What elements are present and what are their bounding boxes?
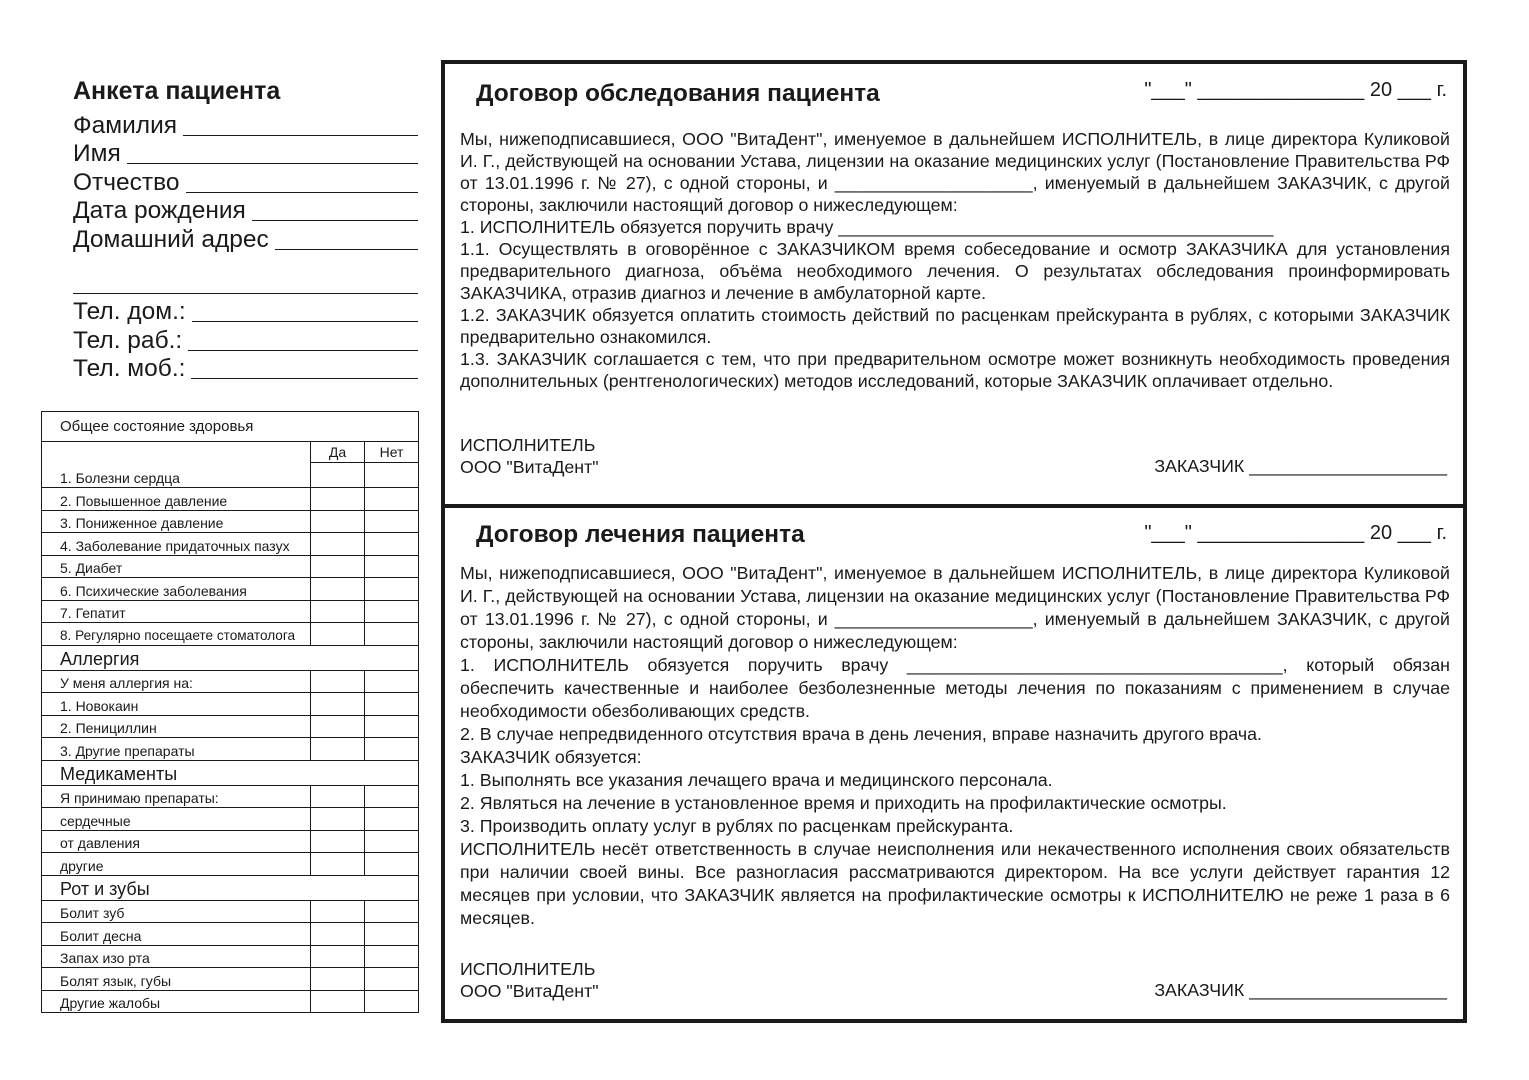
- patronymic-field[interactable]: [73, 168, 418, 197]
- no-checkbox[interactable]: [365, 738, 419, 761]
- contract-paragraph: 1. ИСПОЛНИТЕЛЬ обязуется поручить врачу ____________________________________________: [460, 217, 1274, 237]
- table-row: [42, 693, 419, 716]
- yes-checkbox[interactable]: [311, 738, 365, 761]
- no-checkbox[interactable]: [365, 830, 419, 853]
- surname-field[interactable]: [73, 111, 418, 140]
- questionnaire-title: Анкета пациента: [73, 77, 281, 105]
- patronymic-label: Отчество: [73, 168, 180, 196]
- contracts-frame: [441, 60, 1467, 1023]
- health-status-table: [41, 411, 419, 1013]
- table-row: [42, 830, 419, 853]
- medication-row-label: сердечные: [42, 808, 311, 831]
- surname-label: Фамилия: [73, 111, 178, 139]
- yes-checkbox[interactable]: [311, 968, 365, 991]
- customer-signature-field[interactable]: ЗАКАЗЧИК ____________________: [1154, 456, 1447, 476]
- name-label: Имя: [73, 140, 121, 167]
- contract-paragraph: 3. Производить оплату услуг в рублях по расценкам прейскуранта.: [460, 816, 1014, 836]
- no-checkbox[interactable]: [365, 808, 419, 831]
- yes-checkbox[interactable]: [311, 830, 365, 853]
- table-row: [42, 923, 419, 946]
- yes-checkbox[interactable]: [311, 555, 365, 578]
- contract-paragraph: 1. Выполнять все указания лечащего врача и медицинского персонала.: [460, 770, 1053, 790]
- allergy-intro-label: У меня аллергия на:: [42, 670, 311, 693]
- yes-checkbox[interactable]: [311, 990, 365, 1013]
- examination-contract-title: Договор обследования пациента: [476, 80, 880, 107]
- no-checkbox[interactable]: [365, 555, 419, 578]
- executor-label: ИСПОЛНИТЕЛЬ: [460, 959, 596, 979]
- mobile-phone-field[interactable]: [73, 355, 418, 384]
- no-checkbox[interactable]: [365, 670, 419, 693]
- contract-paragraph: 2. В случае непредвиденного отсутствия врача в день лечения, вправе назначить другого врача.: [460, 724, 1262, 744]
- no-checkbox[interactable]: [365, 900, 419, 923]
- allergy-section-title: Аллергия: [42, 645, 419, 670]
- home-address-field-continued[interactable]: [73, 254, 418, 298]
- yes-checkbox[interactable]: [311, 510, 365, 533]
- table-row: [42, 990, 419, 1013]
- no-checkbox[interactable]: [365, 510, 419, 533]
- table-row: [42, 715, 419, 738]
- no-checkbox[interactable]: [365, 623, 419, 646]
- disease-row-label: 3. Пониженное давление: [42, 510, 311, 533]
- customer-signature-field[interactable]: ЗАКАЗЧИК ____________________: [1154, 980, 1447, 1000]
- table-row: [42, 600, 419, 623]
- no-checkbox[interactable]: [365, 715, 419, 738]
- no-checkbox[interactable]: [365, 488, 419, 511]
- table-row: [42, 623, 419, 646]
- home-phone-field[interactable]: [73, 298, 418, 327]
- health-table-header: Общее состояние здоровья: [42, 412, 419, 442]
- executor-signature-block: [460, 958, 599, 1002]
- contract-paragraph: 1.2. ЗАКАЗЧИК обязуется оплатить стоимость действий по расценкам прейскуранта в рублях, с которыми ЗАКАЗЧИК предварительно ознакомился.: [460, 305, 1450, 347]
- yes-checkbox[interactable]: [311, 600, 365, 623]
- allergy-row-label: 1. Новокаин: [42, 693, 311, 716]
- mouth-row-label: Болят язык, губы: [42, 968, 311, 991]
- allergy-row-label: 2. Пенициллин: [42, 715, 311, 738]
- table-row: [42, 555, 419, 578]
- table-row: [42, 670, 419, 693]
- yes-checkbox[interactable]: [311, 463, 365, 488]
- work-phone-field[interactable]: [73, 326, 418, 355]
- yes-checkbox[interactable]: [311, 488, 365, 511]
- no-checkbox[interactable]: [365, 853, 419, 876]
- yes-checkbox[interactable]: [311, 853, 365, 876]
- table-row: [42, 853, 419, 876]
- mouth-row-label: Запах изо рта: [42, 945, 311, 968]
- contract-paragraph: 1.3. ЗАКАЗЧИК соглашается с тем, что при предварительном осмотре может возникнуть необходимость проведения дополнительных (рентгенологических) методов исследований, которые ЗАКАЗЧИК оплачивает отдельно.: [460, 349, 1450, 391]
- patient-questionnaire: [73, 76, 418, 383]
- contract-paragraph: 2. Являться на лечение в установленное время и приходить на профилактические осмотры.: [460, 793, 1227, 813]
- no-checkbox[interactable]: [365, 923, 419, 946]
- disease-row-label: 7. Гепатит: [42, 600, 311, 623]
- yes-checkbox[interactable]: [311, 715, 365, 738]
- yes-checkbox[interactable]: [311, 693, 365, 716]
- table-row: [42, 533, 419, 556]
- medication-row-label: от давления: [42, 830, 311, 853]
- medications-section-title: Медикаменты: [42, 760, 419, 785]
- yes-checkbox[interactable]: [311, 945, 365, 968]
- yes-checkbox[interactable]: [311, 670, 365, 693]
- contract-paragraph: ИСПОЛНИТЕЛЬ несёт ответственность в случае неисполнения или некачественного исполнения своих обязательств при наличии своей вины. Все разногласия рассматриваются директором. На все услуги действует гарантия 12 месяцев при условии, что ЗАКАЗЧИК является на профилактические осмотры к ИСПОЛНИТЕЛЮ не реже 1 раза в 6 месяцев.: [460, 839, 1450, 928]
- treatment-contract-body: [460, 562, 1450, 930]
- home-address-label: Домашний адрес: [73, 225, 269, 253]
- yes-checkbox[interactable]: [311, 785, 365, 808]
- birthdate-label: Дата рождения: [73, 197, 246, 224]
- mouth-row-label: Другие жалобы: [42, 990, 311, 1013]
- executor-label: ИСПОЛНИТЕЛЬ: [460, 435, 596, 455]
- executor-company: ООО "ВитаДент": [460, 981, 599, 1001]
- table-row: [42, 900, 419, 923]
- disease-row-label: 5. Диабет: [42, 555, 311, 578]
- executor-signature-block: [460, 434, 599, 478]
- contract-paragraph: Мы, нижеподписавшиеся, ООО "ВитаДент", именуемое в дальнейшем ИСПОЛНИТЕЛЬ, в лице директора Куликовой И. Г., действующей на основании Устава, лицензии на оказание медицинских услуг (Постановление Правительства РФ от 13.01.1996 г. № 27), с одной стороны, и ____________________, именуемый в дальнейшем ЗАКАЗЧИК, с другой стороны, заключили настоящий договор о нижеследующем:: [460, 563, 1450, 652]
- disease-row-label: 1. Болезни сердца: [42, 442, 311, 488]
- contract-paragraph: 1. ИСПОЛНИТЕЛЬ обязуется поручить врачу ______________________________________, который обязан обеспечить качественные и наиболее безболезненные методы лечения по показаниям с применением в случае необходимости обезболивающих средств.: [460, 655, 1450, 721]
- no-checkbox[interactable]: [365, 990, 419, 1013]
- yes-checkbox[interactable]: [311, 623, 365, 646]
- medication-row-label: другие: [42, 853, 311, 876]
- disease-row-label: 8. Регулярно посещаете стоматолога: [42, 623, 311, 646]
- mouth-row-label: Болит зуб: [42, 900, 311, 923]
- table-row: [42, 510, 419, 533]
- mouth-row-label: Болит десна: [42, 923, 311, 946]
- mobile-phone-label: Тел. моб.:: [73, 355, 186, 382]
- table-row: [42, 785, 419, 808]
- medications-intro-label: Я принимаю препараты:: [42, 785, 311, 808]
- yes-checkbox[interactable]: [311, 808, 365, 831]
- no-checkbox[interactable]: [365, 693, 419, 716]
- work-phone-label: Тел. раб.:: [73, 326, 183, 354]
- no-checkbox[interactable]: [365, 533, 419, 556]
- treatment-contract-date-field[interactable]: "___" _______________ 20 ___ г.: [1144, 522, 1447, 544]
- treatment-contract-title: Договор лечения пациента: [476, 521, 805, 548]
- no-checkbox[interactable]: [365, 785, 419, 808]
- no-checkbox[interactable]: [365, 945, 419, 968]
- home-address-field[interactable]: [73, 225, 418, 254]
- yes-checkbox[interactable]: [311, 533, 365, 556]
- disease-row-label: 2. Повышенное давление: [42, 488, 311, 511]
- yes-column-header: Да: [311, 442, 365, 463]
- yes-checkbox[interactable]: [311, 923, 365, 946]
- contract-paragraph: 1.1. Осуществлять в оговорённое с ЗАКАЗЧИКОМ время собеседование и осмотр ЗАКАЗЧИКА для установления предварительного диагноза, объёма необходимого лечения. О результатах обследования проинформировать ЗАКАЗЧИКА, отразив диагноз и лечение в амбулаторной карте.: [460, 239, 1450, 303]
- table-row: [42, 578, 419, 601]
- table-row: [42, 968, 419, 991]
- home-phone-label: Тел. дом.:: [73, 298, 186, 325]
- executor-company: ООО "ВитаДент": [460, 457, 599, 477]
- no-checkbox[interactable]: [365, 600, 419, 623]
- examination-contract-body: [460, 128, 1450, 392]
- examination-contract-date-field[interactable]: "___" _______________ 20 ___ г.: [1144, 79, 1447, 101]
- yes-checkbox[interactable]: [311, 578, 365, 601]
- no-checkbox[interactable]: [365, 968, 419, 991]
- contract-paragraph: Мы, нижеподписавшиеся, ООО "ВитаДент", именуемое в дальнейшем ИСПОЛНИТЕЛЬ, в лице директора Куликовой И. Г., действующей на основании Устава, лицензии на оказание медицинских услуг (Постановление Правительства РФ от 13.01.1996 г. № 27), с одной стороны, и ____________________, именуемый в дальнейшем ЗАКАЗЧИК, с другой стороны, заключили настоящий договор о нижеследующем:: [460, 129, 1450, 215]
- disease-row-label: 6. Психические заболевания: [42, 578, 311, 601]
- no-column-header: Нет: [365, 442, 419, 463]
- no-checkbox[interactable]: [365, 578, 419, 601]
- disease-row-label: 4. Заболевание придаточных пазух: [42, 533, 311, 556]
- treatment-contract: [445, 504, 1463, 1023]
- yes-checkbox[interactable]: [311, 900, 365, 923]
- mouth-section-title: Рот и зубы: [42, 875, 419, 900]
- table-row: [42, 488, 419, 511]
- table-row: [42, 738, 419, 761]
- table-row: [42, 945, 419, 968]
- contract-paragraph: ЗАКАЗЧИК обязуется:: [460, 747, 642, 767]
- name-field[interactable]: [73, 140, 418, 169]
- no-checkbox[interactable]: [365, 463, 419, 488]
- allergy-row-label: 3. Другие препараты: [42, 738, 311, 761]
- birthdate-field[interactable]: [73, 197, 418, 226]
- table-row: [42, 808, 419, 831]
- examination-contract: [445, 64, 1463, 500]
